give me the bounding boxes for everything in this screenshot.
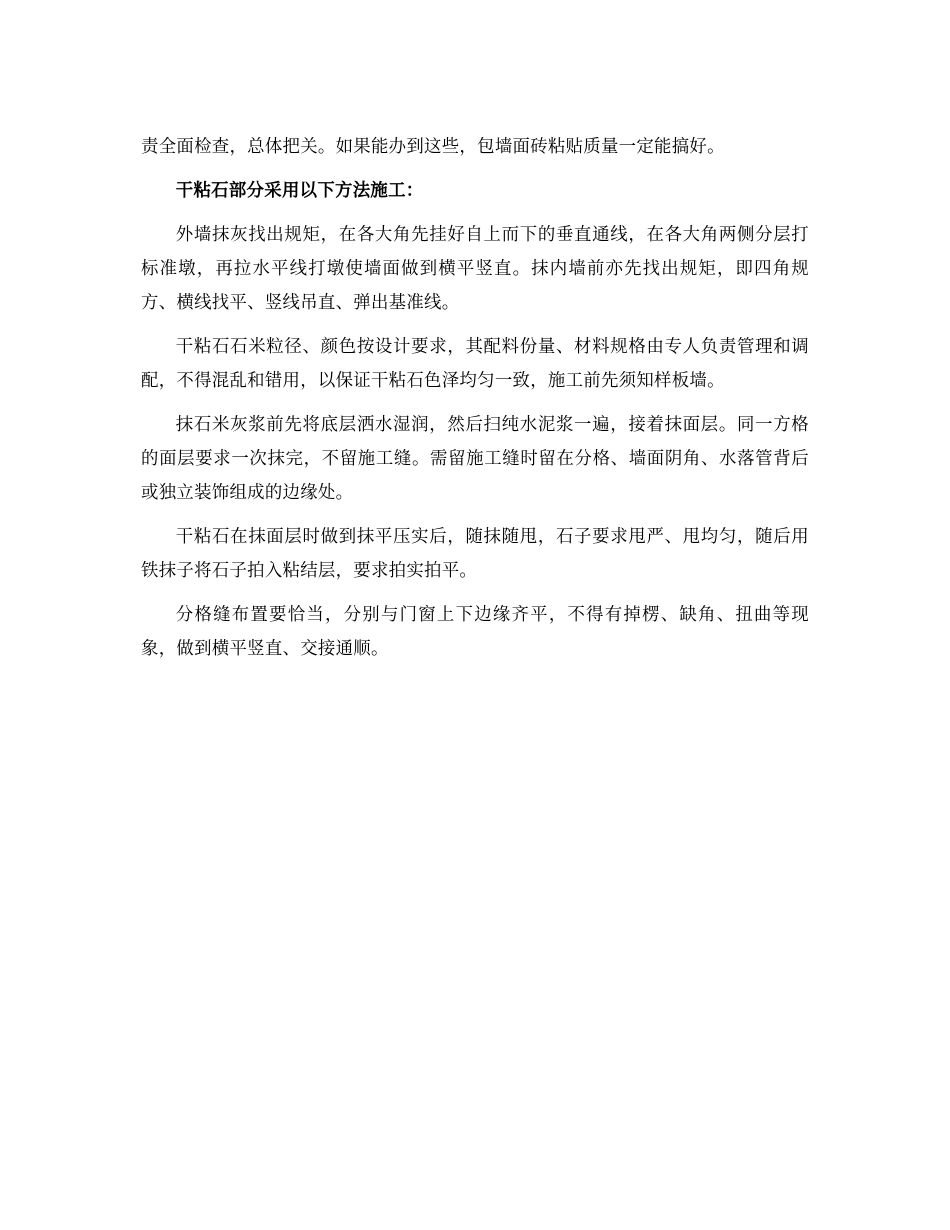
- paragraph-3: 外墙抹灰找出规矩，在各大角先挂好自上而下的垂直通线，在各大角两侧分层打标准墩，再拉水平线打墩使墙面做到横平竖直。抹内墙前亦先找出规矩，即四角规方、横线找平、竖线吊直、弹出基准线。: [141, 225, 809, 313]
- document-body: [141, 130, 809, 676]
- section-heading: 干粘石部分采用以下方法施工：: [175, 181, 424, 201]
- paragraph-5: 抹石米灰浆前先将底层洒水湿润，然后扫纯水泥浆一遍，接着抹面层。同一方格的面层要求一次抹完，不留施工缝。需留施工缝时留在分格、墙面阴角、水落管背后或独立装饰组成的边缘处。: [141, 415, 809, 503]
- paragraph-7: 分格缝布置要恰当，分别与门窗上下边缘齐平，不得有掉楞、缺角、扭曲等现象，做到横平竖直、交接通顺。: [141, 605, 809, 659]
- paragraph-1: 责全面检查，总体把关。如果能办到这些，包墙面砖粘贴质量一定能搞好。: [141, 137, 725, 157]
- paragraph-4: 干粘石石米粒径、颜色按设计要求，其配料份量、材料规格由专人负责管理和调配，不得混乱和错用，以保证干粘石色泽均匀一致，施工前先须知样板墙。: [141, 337, 809, 391]
- paragraph-6: 干粘石在抹面层时做到抹平压实后，随抹随甩，石子要求甩严、甩均匀，随后用铁抹子将石子拍入粘结层，要求拍实拍平。: [141, 527, 809, 581]
